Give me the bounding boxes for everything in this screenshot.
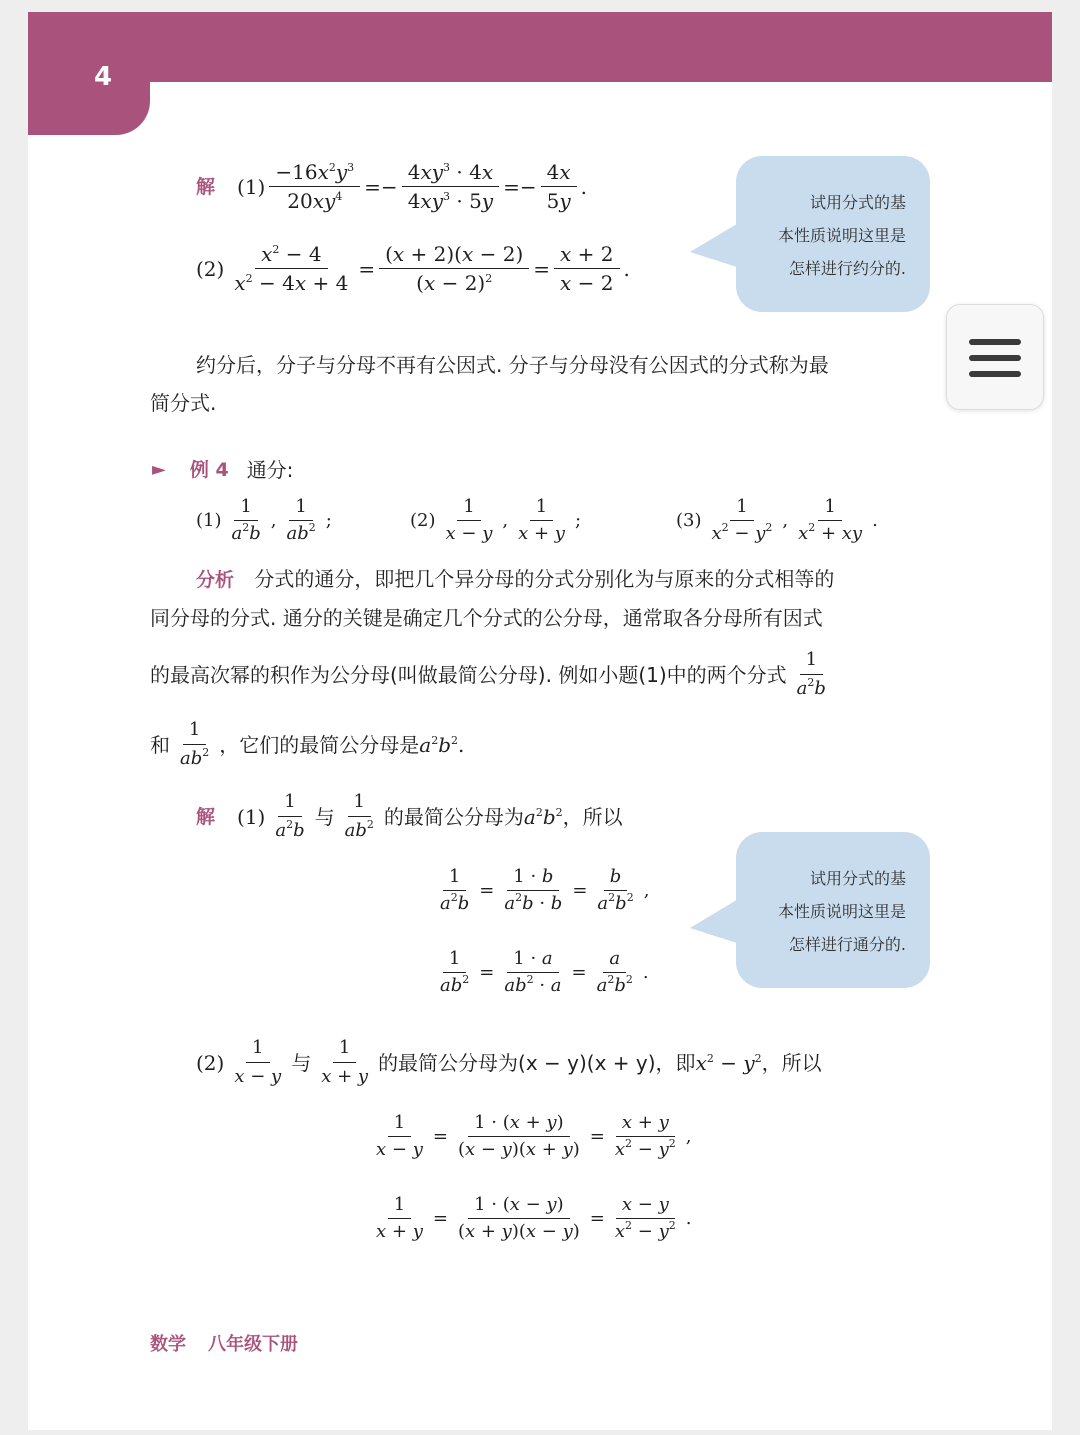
analysis-paragraph: 分析 分式的通分，即把几个异分母的分式分别化为与原来的分式相等的 同分母的分式. 通分的关键是确定几个分式的公分母，通常取各分母所有因式 [150,567,835,630]
solution1-part2: (2) $\frac{x^2 - 4}{x^2 - 4x + 4}$ = $\frac{(x + 2)(x - 2)}{(x - 2)^2}$ = $\frac{x + 2}{x - 2}$ . [196,242,630,295]
analysis-line3: 的最高次幂的积作为公分母(叫做最简公分母). 例如小题(1)中的两个分式 1 $a^2b$ [150,649,826,699]
analysis-label: 分析 [196,569,235,591]
solution2-label: 解 [196,805,216,828]
example4-problem1: (1) 1 $a^2b$ , 1 $ab^2$ ; [196,496,332,544]
part2-label: (2) [196,256,225,281]
menu-button[interactable] [946,304,1044,410]
header-band [28,12,1052,82]
analysis-line4: 和 1 $ab^2$ ，它们的最简公分母是 $a^2b^2$. [150,719,465,769]
solution2-part1: 解 (1) 1 $a^2b$ 与 1 $ab^2$ 的最简公分母为 $a^2b^2$ ，所以 [196,791,623,841]
footer-grade: 八年级下册 [208,1334,298,1355]
menu-icon [969,339,1021,345]
page-footer [150,1330,298,1356]
note1-tail [690,222,740,268]
solution2-part1-eq2: $\frac{1}{ab^2}$ = $\frac{1 \cdot a}{ab^2 \cdot a}$ = $\frac{a}{a^2b^2}$ . [440,948,649,996]
solution2-part2-eq1: $\frac{1}{x - y}$ = $\frac{1 \cdot (x + y)}{(x - y)(x + y)}$ = $\frac{x + y}{x^2 - y^2}$ , [376,1112,692,1160]
simplest-fraction-paragraph: 约分后，分子与分母不再有公因式. 分子与分母没有公因式的分式称为最 简分式. [150,353,829,415]
triangle-marker-icon: ► [152,459,166,480]
page-number: 4 [94,62,113,92]
example4-header [152,456,293,484]
example4-title: 通分: [246,458,294,482]
note2-tail [690,898,740,944]
note2-bubble: 试用分式的基 本性质说明这里是 怎样进行通分的. [736,832,930,988]
note1-bubble: 试用分式的基 本性质说明这里是 怎样进行约分的. [736,156,930,312]
part1-label: (1) [237,174,266,199]
solution2-part2-eq2: $\frac{1}{x + y}$ = $\frac{1 \cdot (x - y)}{(x + y)(x - y)}$ = $\frac{x - y}{x^2 - y^2}$ . [376,1194,692,1242]
solution1-label: 解 [196,175,216,198]
solution2-part2: (2) 1 x − y 与 1 x + y 的最简公分母为(x − y)(x + y)，即 $x^2 - y^2$ ，所以 [196,1037,822,1087]
example4-problem3: (3) 1 $x^2 - y^2$ , 1 $x^2$ + xy . [676,496,878,544]
example4-label: 例 4 [189,459,229,481]
solution2-part1-eq1: $\frac{1}{a^2b}$ = $\frac{1 \cdot b}{a^2b \cdot b}$ = $\frac{b}{a^2b^2}$ , [440,866,650,914]
page-number-tab [28,12,150,135]
solution1-part1: 解 (1) $\frac{-16x^2y^3}{20xy^4}$ =− $\frac{4xy^3 \cdot 4x}{4xy^3 \cdot 5y}$ =− $\frac{4x}{5y}$ . [196,160,588,213]
footer-subject: 数学 [150,1334,186,1355]
example4-problem2: (2) 1 x − y , 1 x + y ; [410,496,582,544]
